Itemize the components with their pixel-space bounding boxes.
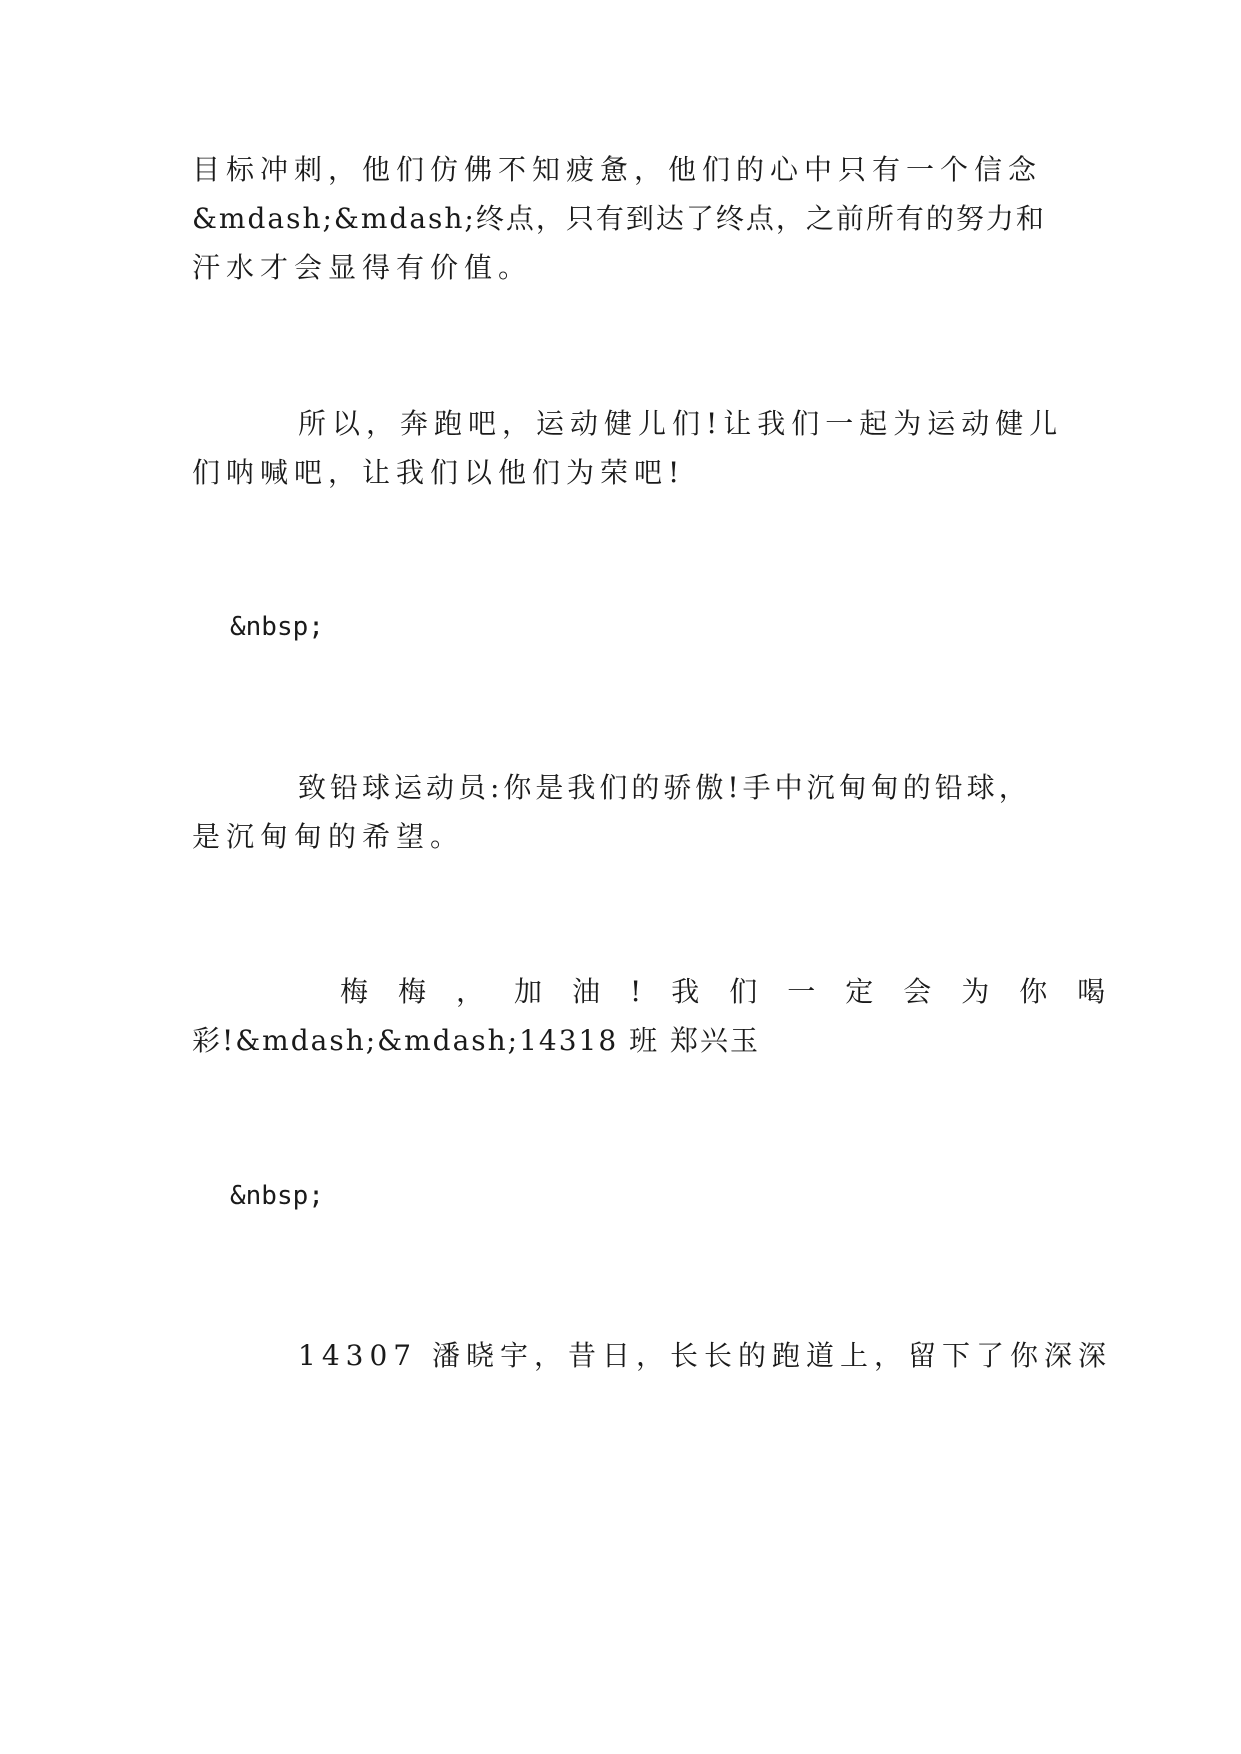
paragraph-5-line-1: 14307 潘晓宇，昔日，长长的跑道上，留下了你深深 [298, 1339, 1112, 1372]
paragraph-1-line-2: &mdash;&mdash;终点，只有到达了终点，之前所有的努力和 [192, 202, 1046, 235]
paragraph-1-line-3: 汗水才会显得有价值。 [192, 251, 533, 284]
nbsp-entity-text: &nbsp; [230, 612, 324, 642]
paragraph-2-line-2: 们呐喊吧，让我们以他们为荣吧! [192, 456, 686, 489]
paragraph-1-line-1: 目标冲刺，他们仿佛不知疲惫，他们的心中只有一个信念 [192, 153, 1043, 186]
nbsp-entity-text: &nbsp; [230, 1181, 324, 1211]
paragraph-3-line-2: 是沉甸甸的希望。 [192, 820, 465, 853]
paragraph-2-line-1: 所以，奔跑吧，运动健儿们!让我们一起为运动健儿 [298, 407, 1064, 440]
paragraph-4-line-2: 彩!&mdash;&mdash;14318 班 郑兴玉 [192, 1024, 760, 1057]
paragraph-4-line-1: 梅梅，加油!我们一定会为你喝 [340, 975, 1136, 1008]
paragraph-3-line-1: 致铅球运动员:你是我们的骄傲!手中沉甸甸的铅球， [298, 771, 1031, 804]
